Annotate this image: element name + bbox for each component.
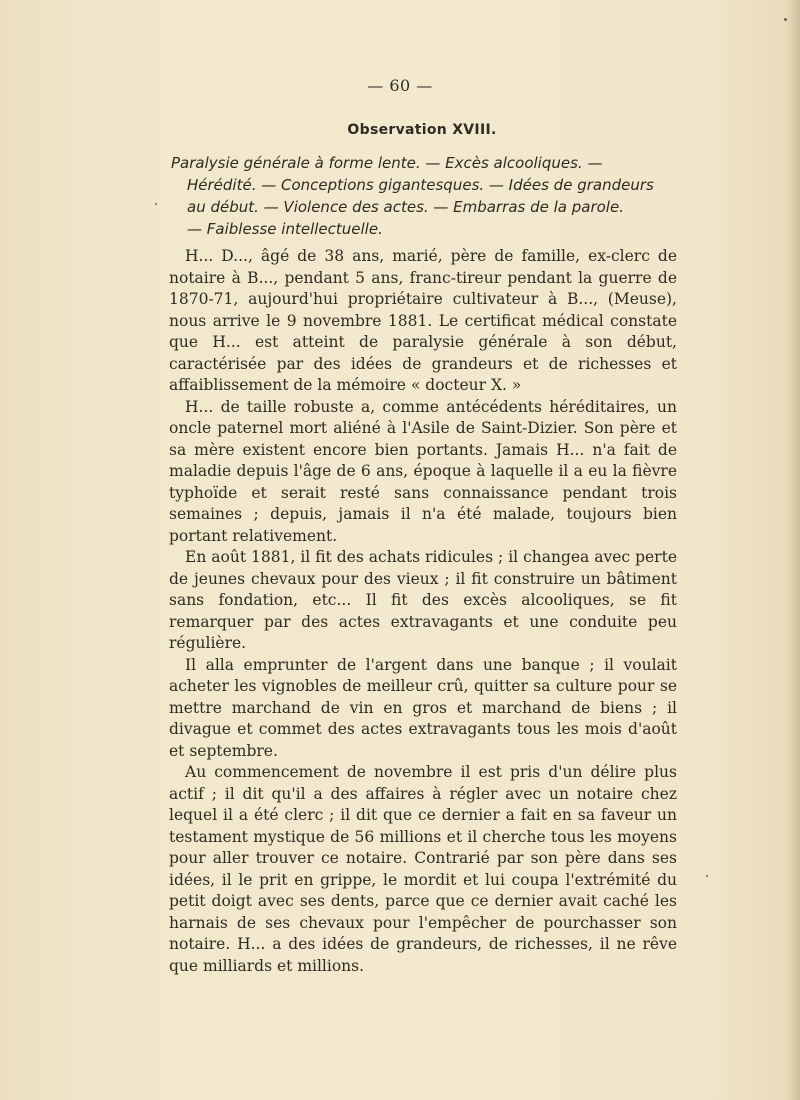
narrative-paragraph: En août 1881, il fit des achats ridicules ; il changea avec perte de jeunes chevaux pour des vieux ; il fit construire un bâtiment sans fondation, etc... Il fit des excès alcooliques, se fit remarquer par des actes extravagants et une conduite peu régulière. [169, 548, 677, 652]
summary-line: — Faiblesse intellectuelle. [187, 220, 383, 238]
page-number: — 60 — [367, 76, 433, 95]
observation-title: Observation XVIII. [347, 122, 497, 138]
page-edge-shadow [786, 0, 800, 1100]
narrative-paragraph: H... de taille robuste a, comme antécédents héréditaires, un oncle paternel mort aliéné à l'Asile de Saint-Dizier. Son père et sa mère existent encore bien portants. Jamais H... n'a fait de maladie depuis l'âge de 6 ans, époque à laquelle il a eu la fièvre typhoïde et serait resté sans connaissance pendant trois semaines ; depuis, jamais il n'a été malade, toujours bien portant relativement. [169, 397, 677, 545]
paper-speck [784, 18, 787, 21]
narrative-paragraph: Il alla emprunter de l'argent dans une banque ; il voulait acheter les vignobles de meilleur crû, quitter sa culture pour se mettre marchand de vin en gros et marchand de biens ; il divague et commet des actes extravagants tous les mois d'août et septembre. [169, 655, 677, 760]
narrative-paragraph: H... D..., âgé de 38 ans, marié, père de famille, ex-clerc de notaire à B..., pendant 5 ans, franc-tireur pendant la guerre de 1870-71, aujourd'hui propriétaire cultivateur à B..., (Meuse), nous arrive le 9 novembre 1881. Le certificat médical constate que H... est atteint de paralysie générale à son début, caractérisée par des idées de grandeurs et de richesses et affaiblissement de la mémoire « docteur X. » [169, 247, 677, 394]
case-summary [171, 152, 679, 240]
summary-line: Hérédité. — Conceptions gigantesques. — Idées de grandeurs [187, 176, 654, 194]
paper-speck [706, 875, 708, 877]
narrative-paragraph: Au commencement de novembre il est pris d'un délire plus actif ; il dit qu'il a des affaires à régler avec un notaire chez lequel il a été clerc ; il dit que ce dernier a fait en sa faveur un testament mystique de 56 millions et il cherche tous les moyens pour aller trouver ce notaire. Contrarié par son père dans ses idées, il le prit en grippe, le mordit et lui coupa l'extrémité du petit doigt avec ses dents, parce que ce dernier avait caché les harnais de ses chevaux pour l'empêcher de pourchasser son notaire. H... a des idées de grandeurs, de richesses, il ne rêve que milliards et millions. [169, 763, 677, 975]
summary-line: Paralysie générale à forme lente. — Excès alcooliques. — [171, 154, 603, 172]
paper-speck [155, 203, 157, 205]
summary-line: au début. — Violence des actes. — Embarras de la parole. [187, 198, 624, 216]
case-narrative [169, 246, 677, 977]
